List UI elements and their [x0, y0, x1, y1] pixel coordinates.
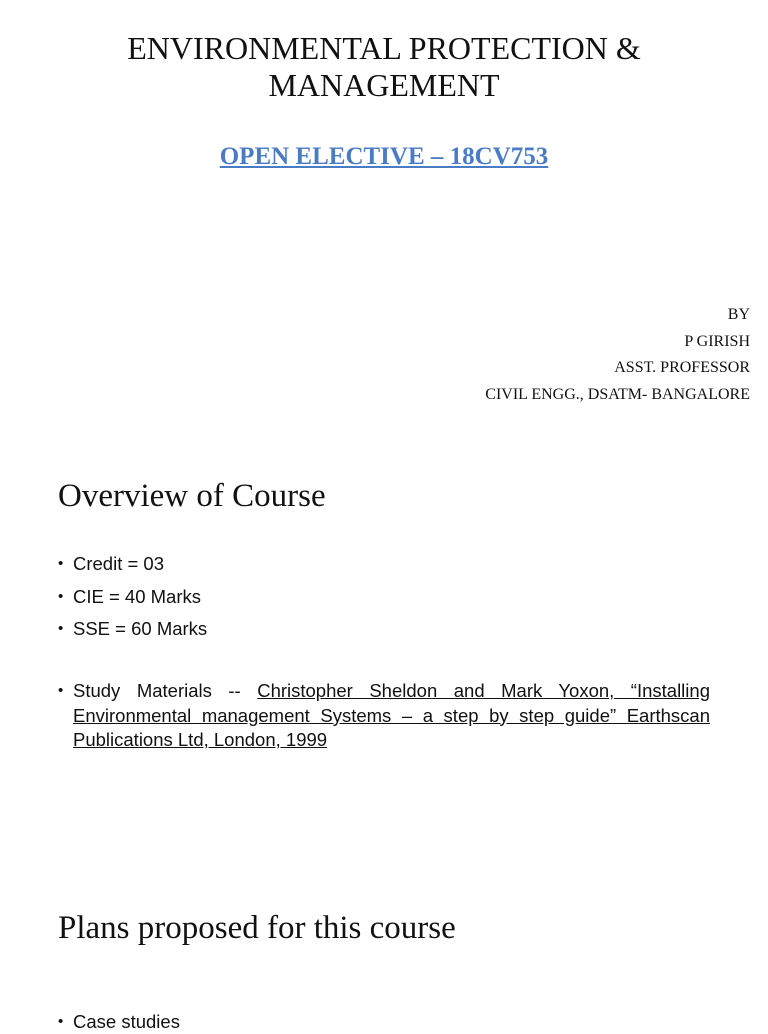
course-code-subtitle[interactable]: OPEN ELECTIVE – 18CV753	[219, 143, 549, 170]
course-title-line1: ENVIRONMENTAL PROTECTION &	[127, 30, 641, 66]
overview-list	[58, 548, 207, 646]
overview-heading: Overview of Course	[58, 478, 326, 514]
bullet-icon: •	[58, 682, 64, 699]
plans-list	[58, 1010, 180, 1034]
study-materials-label: Study Materials --	[73, 680, 258, 701]
author-block	[485, 302, 750, 408]
author-department: CIVIL ENGG., DSATM- BANGALORE	[485, 385, 750, 403]
title-slide	[0, 0, 768, 430]
course-title	[0, 30, 768, 104]
course-title-line2: MANAGEMENT	[268, 67, 500, 103]
author-by: BY	[727, 306, 750, 323]
list-item: • Credit = 03	[58, 548, 207, 581]
plans-slide	[0, 860, 768, 1032]
study-materials	[58, 679, 710, 753]
overview-slide	[0, 430, 768, 860]
study-materials-reference[interactable]: Christopher Sheldon and Mark Yoxon, “Installing Environmental management Systems – a step by step guide” Earthscan Publications Ltd, London, 1999	[73, 680, 710, 750]
list-item: • CIE = 40 Marks	[58, 581, 207, 614]
author-designation: ASST. PROFESSOR	[614, 359, 750, 376]
author-name: P GIRISH	[684, 332, 750, 350]
study-materials-text	[73, 679, 710, 753]
plans-heading: Plans proposed for this course	[58, 910, 456, 946]
list-item: • Case studies	[58, 1010, 180, 1034]
list-item: • SSE = 60 Marks	[58, 613, 207, 646]
